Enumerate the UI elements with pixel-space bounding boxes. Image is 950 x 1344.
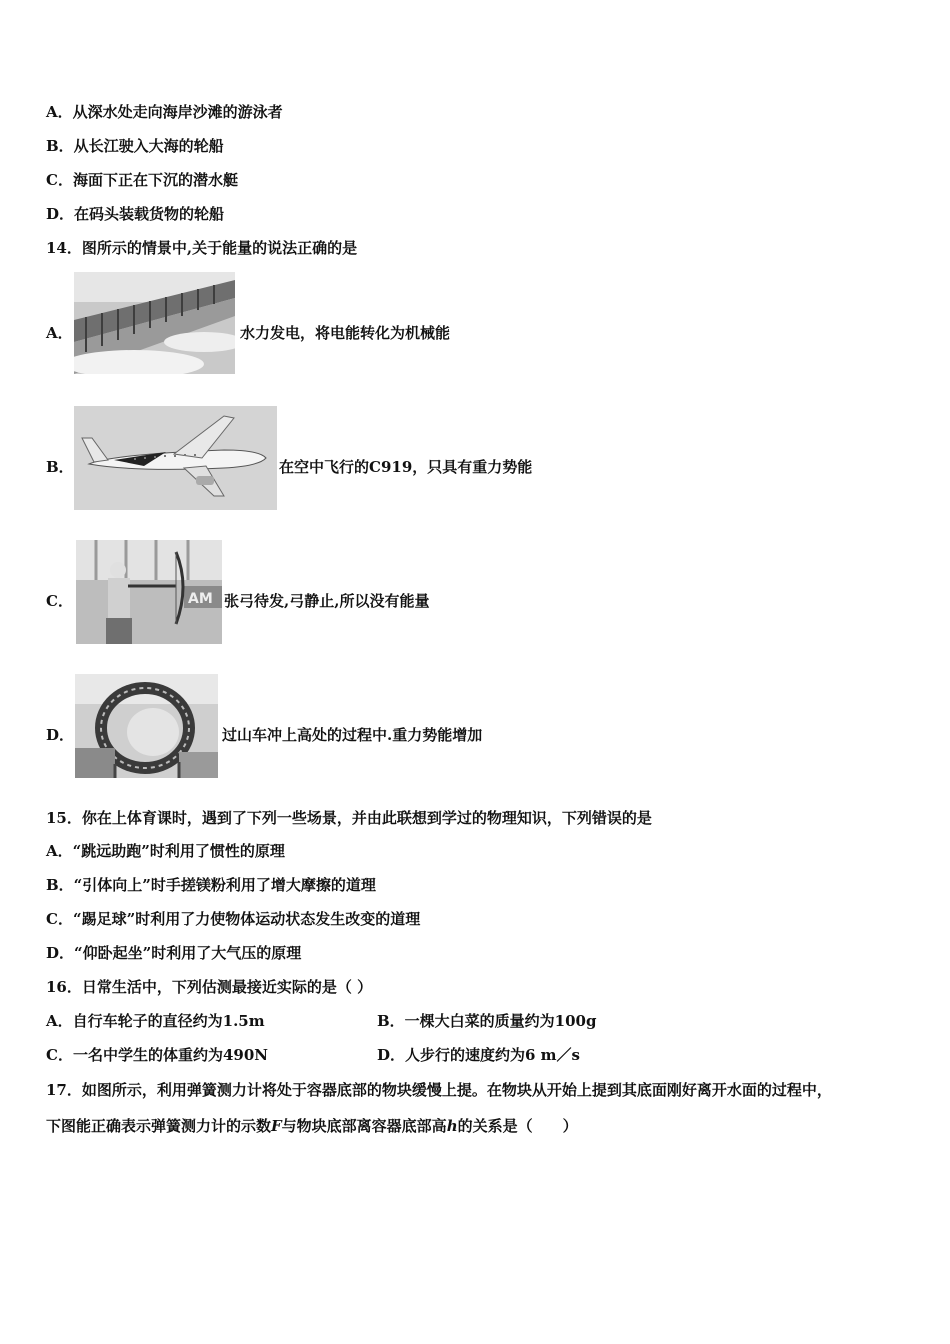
svg-text:AM: AM — [188, 591, 213, 607]
q14-option-d-text: 过山车冲上高处的过程中.重力势能增加 — [222, 726, 483, 744]
option-letter: C． — [46, 592, 73, 610]
q14-option-c-text: 张弓待发,弓静止,所以没有能量 — [224, 592, 430, 610]
dam-photo-icon — [74, 272, 235, 374]
archer-photo-icon — [76, 540, 222, 644]
q15-stem: 15．你在上体育课时，遇到了下列一些场景，并由此联想到学过的物理知识，下列错误的是 — [46, 809, 652, 827]
option-letter: B． — [46, 458, 74, 476]
q17-stem-line-1: 17．如图所示，利用弹簧测力计将处于容器底部的物块缓慢上提。在物块从开始上提到其底面刚好离开水面的过程中， — [46, 1081, 832, 1099]
option-letter: D． — [46, 726, 75, 744]
q13-option-d: D．在码头装载货物的轮船 — [46, 205, 225, 223]
q14-option-b-text: 在空中飞行的C919，只具有重力势能 — [279, 458, 533, 476]
q17-text-a: 下图能正确表示弹簧测力计的示数 — [46, 1117, 272, 1135]
q17-stem-line-2 — [46, 1116, 578, 1136]
rollercoaster-photo-icon — [75, 674, 218, 778]
q15-option-a: A．“跳远助跑”时利用了惯性的原理 — [46, 842, 285, 860]
q14-option-a-text: 水力发电，将电能转化为机械能 — [240, 324, 451, 342]
q16-option-row-1 — [46, 1011, 597, 1031]
q17-var-h: h — [446, 1117, 458, 1135]
option-letter: A． — [46, 324, 73, 342]
q15-option-d: D．“仰卧起坐”时利用了大气压的原理 — [46, 944, 302, 962]
q17-text-b: 与物块底部离容器底部高 — [281, 1117, 447, 1135]
q13-option-c: C．海面下正在下沉的潜水艇 — [46, 171, 238, 189]
q16-option-d: D．人步行的速度约为6 m／s — [377, 1046, 580, 1064]
q13-option-a: A．从深水处走向海岸沙滩的游泳者 — [46, 103, 283, 121]
q16-option-c: C．一名中学生的体重约为490N — [46, 1046, 268, 1064]
q13-option-b: B．从长江驶入大海的轮船 — [46, 137, 224, 155]
q16-option-row-2 — [46, 1045, 580, 1065]
q14-stem: 14．图所示的情景中,关于能量的说法正确的是 — [46, 239, 358, 257]
q17-var-f: F — [271, 1117, 282, 1135]
q16-option-a: A．自行车轮子的直径约为1.5m — [46, 1012, 265, 1030]
airplane-photo-icon — [74, 406, 277, 510]
q16-option-b: B．一棵大白菜的质量约为100g — [377, 1012, 597, 1030]
q15-option-b: B．“引体向上”时手搓镁粉利用了增大摩擦的道理 — [46, 876, 376, 894]
q16-stem: 16．日常生活中，下列估测最接近实际的是（ ） — [46, 978, 373, 996]
q17-text-c: 的关系是（ ） — [457, 1117, 578, 1135]
q15-option-c: C．“踢足球”时利用了力使物体运动状态发生改变的道理 — [46, 910, 421, 928]
